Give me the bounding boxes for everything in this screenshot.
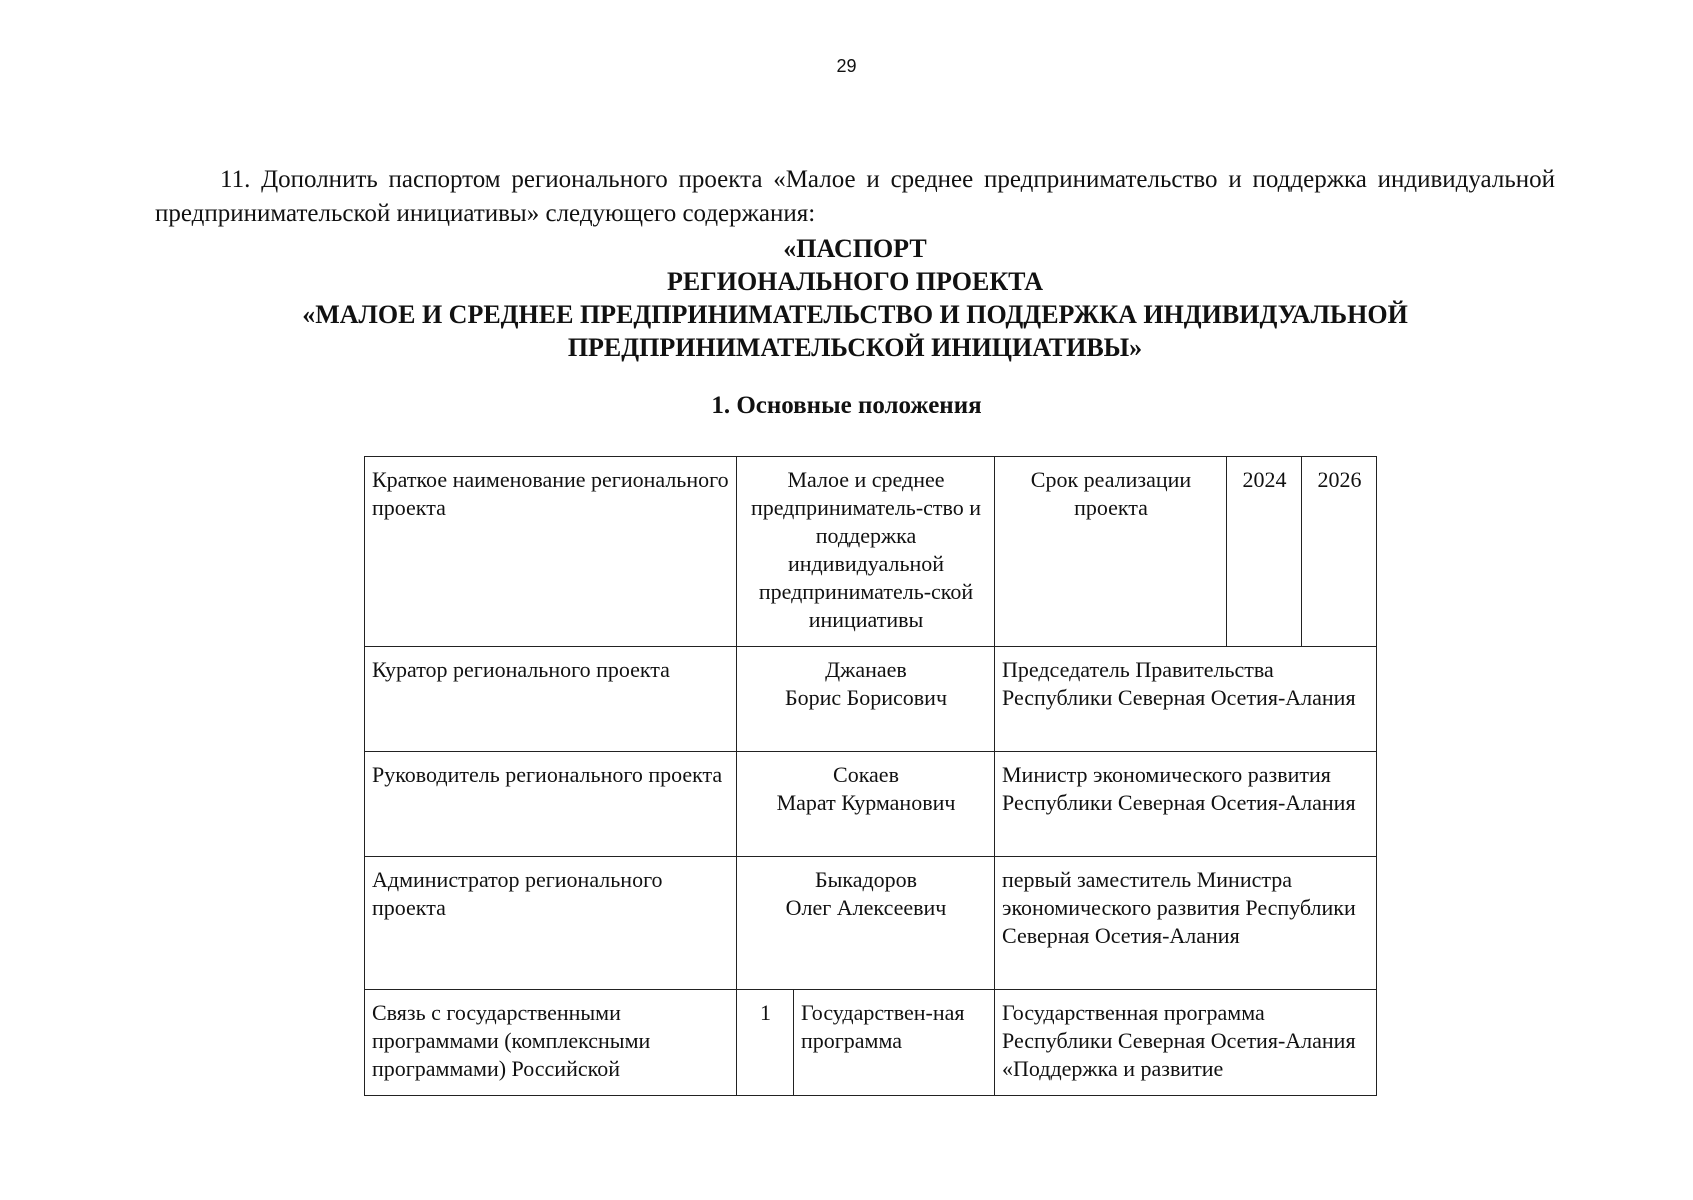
table-cell-position: Министр экономического развития Республики Северная Осетия-Алания bbox=[995, 752, 1377, 857]
table-cell-person: Джанаев Борис Борисович bbox=[737, 647, 995, 752]
table-cell-number: 1 bbox=[737, 990, 794, 1096]
table-cell-term-label: Срок реализации проекта bbox=[995, 457, 1227, 647]
table-cell-label: Администратор регионального проекта bbox=[365, 857, 737, 990]
table-row bbox=[365, 457, 1377, 647]
table-cell-program-description: Государственная программа Республики Северная Осетия-Алания «Поддержка и развитие bbox=[995, 990, 1377, 1096]
table-row bbox=[365, 647, 1377, 752]
main-positions-table bbox=[364, 456, 1377, 1096]
title-line-2: РЕГИОНАЛЬНОГО ПРОЕКТА bbox=[666, 267, 1044, 296]
table-cell-label: Краткое наименование регионального проекта bbox=[365, 457, 737, 647]
table-cell-person: Сокаев Марат Курманович bbox=[737, 752, 995, 857]
title-line-1: «ПАСПОРТ bbox=[783, 234, 927, 263]
table-cell-start-year: 2024 bbox=[1227, 457, 1302, 647]
table-row bbox=[365, 990, 1377, 1096]
table-row bbox=[365, 752, 1377, 857]
page-number: 29 bbox=[836, 56, 857, 76]
table-cell-label: Куратор регионального проекта bbox=[365, 647, 737, 752]
table-cell-project-name: Малое и среднее предприниматель-ство и поддержка индивидуальной предприниматель-ской инициативы bbox=[737, 457, 995, 647]
section-heading: 1. Основные положения bbox=[711, 392, 982, 419]
table-cell-person: Быкадоров Олег Алексеевич bbox=[737, 857, 995, 990]
title-line-4: ПРЕДПРИНИМАТЕЛЬСКОЙ ИНИЦИАТИВЫ» bbox=[567, 333, 1143, 362]
table-row bbox=[365, 857, 1377, 990]
table-cell-label: Руководитель регионального проекта bbox=[365, 752, 737, 857]
table-cell-position: первый заместитель Министра экономического развития Республики Северная Осетия-Алания bbox=[995, 857, 1377, 990]
title-line-3: «МАЛОЕ И СРЕДНЕЕ ПРЕДПРИНИМАТЕЛЬСТВО И ПОДДЕРЖКА ИНДИВИДУАЛЬНОЙ bbox=[302, 300, 1408, 329]
table-cell-label: Связь с государственными программами (комплексными программами) Российской bbox=[365, 990, 737, 1096]
passport-title bbox=[150, 232, 1560, 364]
table-cell-end-year: 2026 bbox=[1302, 457, 1377, 647]
intro-paragraph: 11. Дополнить паспортом регионального проекта «Малое и среднее предпринимательство и поддержка индивидуальной предпринимательской инициативы» следующего содержания: bbox=[155, 166, 1555, 227]
table-cell-position: Председатель Правительства Республики Северная Осетия-Алания bbox=[995, 647, 1377, 752]
table-cell-program-type: Государствен-ная программа bbox=[794, 990, 995, 1096]
